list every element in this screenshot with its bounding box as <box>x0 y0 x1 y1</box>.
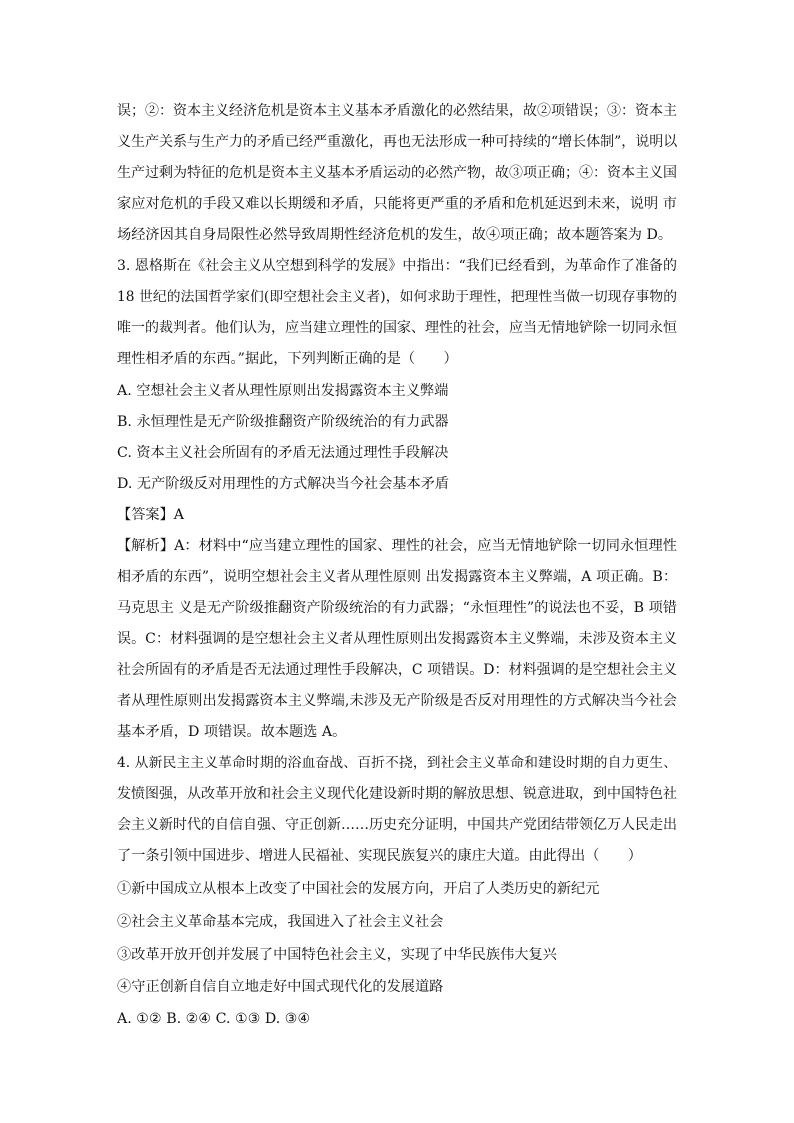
q3-option-b: B. 永恒理性是无产阶级推翻资产阶级统治的有力武器 <box>117 414 449 430</box>
q3-analysis-line-2: 相矛盾的东西”，说明空想社会主义者从理性原则 出发揭露资本主义弊端，A 项正确。B： <box>117 569 677 585</box>
q3-stem-line-3: 唯一的裁判者。他们认为，应当建立理性的国家、理性的社会，应当无情地铲除一切同永恒 <box>117 320 677 336</box>
para1-line-3: 生产过剩为特征的危机是资本主义基本矛盾运动的必然产物，故③项正确；④：资本主义国 <box>117 165 677 181</box>
para1-line-4: 家应对危机的手段又难以长期缓和矛盾，只能将更严重的矛盾和危机延迟到未来，说明 市 <box>117 196 677 212</box>
para1-line-1: 误；②：资本主义经济危机是资本主义基本矛盾激化的必然结果，故②项错误；③：资本主 <box>117 103 677 119</box>
q3-analysis-line-5: 社会所固有的矛盾是否无法通过理性手段解决，C 项错误。D：材料强调的是空想社会主义 <box>117 662 677 678</box>
q3-stem-line-1: 3. 恩格斯在《社会主义从空想到科学的发展》中指出：“我们已经看到，为革命作了准备的 <box>117 258 677 274</box>
q3-option-c: C. 资本主义社会所固有的矛盾无法通过理性手段解决 <box>117 445 449 461</box>
q4-stem-line-4: 了一条引领中国进步、增进人民福祉、实现民族复兴的康庄大道。由此得出（ ） <box>117 848 642 864</box>
q4-stem-line-2: 发愤图强，从改革开放和社会主义现代化建设新时期的解放思想、锐意进取，到中国特色社 <box>117 786 677 802</box>
q3-analysis-line-3: 马克思主 义是无产阶级推翻资产阶级统治的有力武器；“永恒理性”的说法也不妥，B 项错 <box>117 600 677 616</box>
q4-stem-line-3: 会主义新时代的自信自强、守正创新……历史充分证明，中国共产党团结带领亿万人民走出 <box>117 817 677 833</box>
q4-stem-line-1: 4. 从新民主主义革命时期的浴血奋战、百折不挠，到社会主义革命和建设时期的自力更生、 <box>117 755 677 771</box>
para1-line-2: 义生产关系与生产力的矛盾已经严重激化，再也无法形成一种可持续的“增长体制”，说明以 <box>117 134 677 150</box>
q3-analysis-line-4: 误。C：材料强调的是空想社会主义者从理性原则出发揭露资本主义弊端，未涉及资本主义 <box>117 631 677 647</box>
q4-item-2: ②社会主义革命基本完成，我国进入了社会主义社会 <box>117 914 444 930</box>
q3-option-a: A. 空想社会主义者从理性原则出发揭露资本主义弊端 <box>117 383 449 399</box>
q3-analysis-line-7: 基本矛盾，D 项错误。故本题选 A。 <box>117 724 347 740</box>
q3-answer: 【答案】A <box>117 507 184 523</box>
q3-stem-line-2: 18 世纪的法国哲学家们(即空想社会主义者)，如何求助于理性，把理性当做一切现存事物的 <box>117 289 677 305</box>
q4-item-4: ④守正创新自信自立地走好中国式现代化的发展道路 <box>117 979 444 995</box>
q4-item-1: ①新中国成立从根本上改变了中国社会的发展方向，开启了人类历史的新纪元 <box>117 881 600 897</box>
q3-analysis-line-1: 【解析】A：材料中“应当建立理性的国家、理性的社会，应当无情地铲除一切同永恒理性 <box>117 538 677 554</box>
q3-analysis-line-6: 者从理性原则出发揭露资本主义弊端,未涉及无产阶级是否反对用理性的方式解决当今社会 <box>117 693 677 709</box>
para1-line-5: 场经济因其自身局限性必然导致周期性经济危机的发生，故④项正确；故本题答案为 D。 <box>117 227 673 243</box>
q3-stem-line-4: 理性相矛盾的东西。”据此，下列判断正确的是（ ） <box>117 351 458 367</box>
q4-options: A. ①② B. ②④ C. ①③ D. ③④ <box>117 1011 311 1027</box>
q3-option-d: D. 无产阶级反对用理性的方式解决当今社会基本矛盾 <box>117 476 450 492</box>
q4-item-3: ③改革开放开创并发展了中国特色社会主义，实现了中华民族伟大复兴 <box>117 947 557 963</box>
